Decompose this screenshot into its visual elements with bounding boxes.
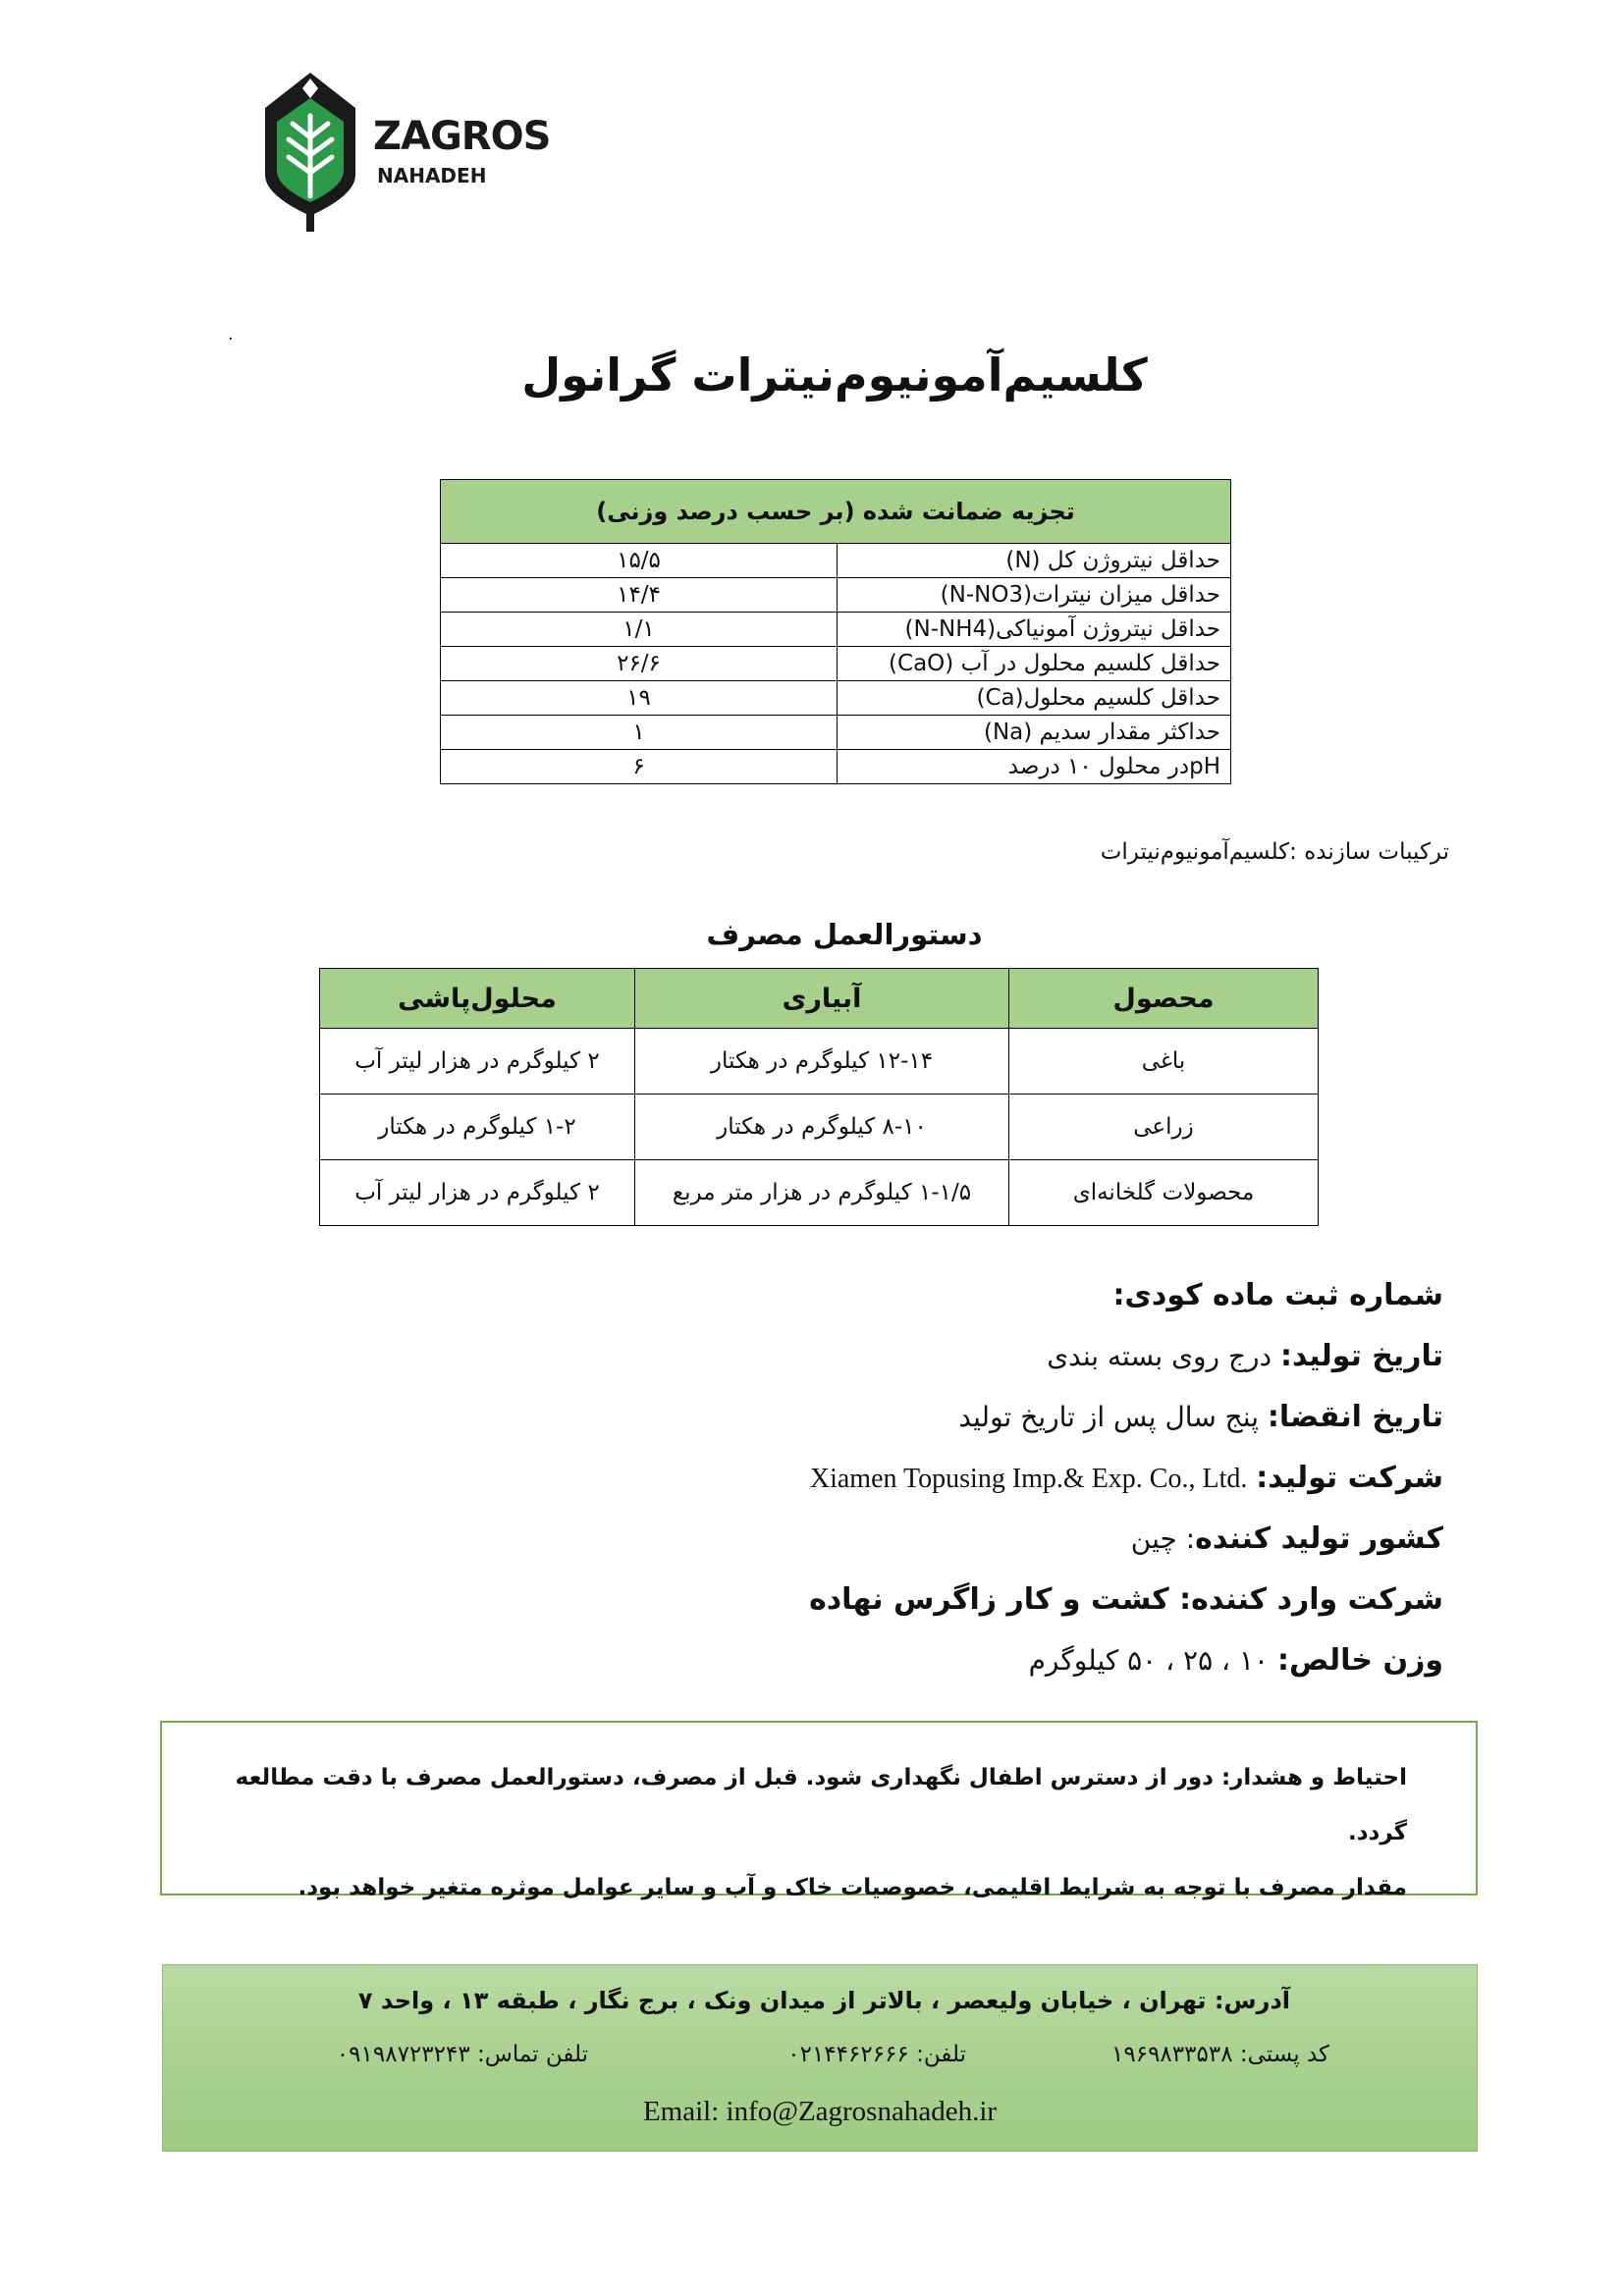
table-row [441,544,1231,578]
page-title: کلسیم‌آمونیوم‌نیترات گرانول [521,348,1148,401]
analysis-value: ۱ [441,716,838,750]
analysis-value: ۱۹ [441,681,838,716]
expiry-label: تاریخ انقضا: [1267,1400,1443,1434]
analysis-value: ۲۶/۶ [441,647,838,681]
warning-line-1: احتیاط و هشدار: دور از دسترس اطفال نگهداری شود. قبل از مصرف، دستورالعمل مصرف با دقت مطالعه گردد. [235,1765,1407,1845]
address: آدرس: تهران ، خیابان ولیعصر ، بالاتر از میدان ونک ، برج نگار ، طبقه ۱۳ ، واحد ۷ [357,1987,1290,2014]
table-row [441,716,1231,750]
phone: تلفن: ۰۲۱۴۴۶۲۶۶۶ [787,2042,966,2067]
email-link[interactable]: Email: info@Zagrosnahadeh.ir [642,2096,998,2127]
analysis-label: pHدر محلول ۱۰ درصد [838,750,1231,784]
usage-header-crop: محصول [1009,969,1319,1029]
analysis-header: تجزیه ضمانت شده (بر حسب درصد وزنی) [441,480,1231,544]
analysis-table [440,479,1231,784]
foliar-cell: ۲ کیلوگرم در هزار لیتر آب [320,1029,635,1095]
irrigation-cell: ۱-۱/۵ کیلوگرم در هزار متر مربع [635,1160,1009,1226]
expiry-date [958,1398,1443,1437]
analysis-value: ۱/۱ [441,613,838,647]
importer [809,1580,1443,1620]
analysis-body [441,544,1231,784]
net-weight-label: وزن خالص: [1276,1643,1443,1678]
production-date-label: تاریخ تولید: [1279,1339,1443,1373]
foliar-cell: ۲ کیلوگرم در هزار لیتر آب [320,1160,635,1226]
country-label: کشور تولید کننده [1195,1522,1443,1556]
company-logo [257,69,552,236]
registration-label: شماره ثبت ماده کودی: [1112,1278,1443,1312]
contact-footer [162,1964,1478,2152]
usage-title: دستورالعمل مصرف [706,918,983,951]
analysis-label: حداقل کلسیم محلول در آب (CaO) [838,647,1231,681]
foliar-cell: ۱-۲ کیلوگرم در هکتار [320,1095,635,1160]
expiry-value: پنج سال پس از تاریخ تولید [958,1401,1268,1433]
table-row [441,578,1231,613]
net-weight-value: ۱۰ ، ۲۵ ، ۵۰ کیلوگرم [1028,1644,1277,1677]
analysis-label: حداقل نیتروژن کل (N) [838,544,1231,578]
stray-dot: . [228,324,234,345]
table-row [441,681,1231,716]
table-row [320,1029,1319,1095]
importer-text: شرکت وارد کننده: کشت و کار زاگرس نهاده [809,1582,1443,1617]
warning-box [160,1721,1478,1900]
leaf-shield-icon [257,69,552,236]
manufacturer [810,1459,1443,1499]
irrigation-cell: ۸-۱۰ کیلوگرم در هکتار [635,1095,1009,1160]
crop-cell: محصولات گلخانه‌ای [1009,1160,1319,1226]
analysis-label: حداقل نیتروژن آمونیاکی(N-NH4) [838,613,1231,647]
postal-code: کد پستی: ۱۹۶۹۸۳۳۵۳۸ [1111,2042,1329,2067]
analysis-value: ۱۵/۵ [441,544,838,578]
mobile-phone: تلفن تماس: ۰۹۱۹۸۷۲۳۲۴۳ [336,2042,588,2067]
country-of-origin [1131,1520,1443,1559]
table-row [320,1160,1319,1226]
analysis-label: حداکثر مقدار سدیم (Na) [838,716,1231,750]
usage-header-irrigation: آبیاری [635,969,1009,1029]
crop-cell: باغی [1009,1029,1319,1095]
table-row [441,647,1231,681]
irrigation-cell: ۱۲-۱۴ کیلوگرم در هکتار [635,1029,1009,1095]
usage-header-foliar: محلول‌پاشی [320,969,635,1029]
analysis-value: ۶ [441,750,838,784]
analysis-label: حداقل کلسیم محلول(Ca) [838,681,1231,716]
usage-table [319,968,1319,1226]
svg-text:ZAGROS: ZAGROS [373,114,551,159]
production-date-value: درج روی بسته بندی [1047,1340,1280,1372]
usage-body [320,1029,1319,1226]
analysis-label: حداقل میزان نیترات(N-NO3) [838,578,1231,613]
table-row [441,613,1231,647]
svg-text:NAHADEH: NAHADEH [377,164,487,187]
warning-line-2: مقدار مصرف با توجه به شرایط اقلیمی، خصوصیات خاک و آب و سایر عوامل موثره متغیر خواهد بود. [298,1875,1407,1900]
registration-number [1112,1276,1443,1315]
analysis-value: ۱۴/۴ [441,578,838,613]
manufacturer-value: Xiamen Topusing Imp.& Exp. Co., Ltd. [809,1464,1248,1494]
table-row [441,750,1231,784]
production-date [1047,1337,1443,1376]
crop-cell: زراعی [1009,1095,1319,1160]
net-weight [1029,1641,1443,1681]
composition-line: ترکیبات سازنده :کلسیم‌آمونیوم‌نیترات [1100,839,1449,865]
table-row [320,1095,1319,1160]
manufacturer-label: شرکت تولید: [1256,1461,1443,1495]
country-value: : چین [1130,1522,1196,1555]
